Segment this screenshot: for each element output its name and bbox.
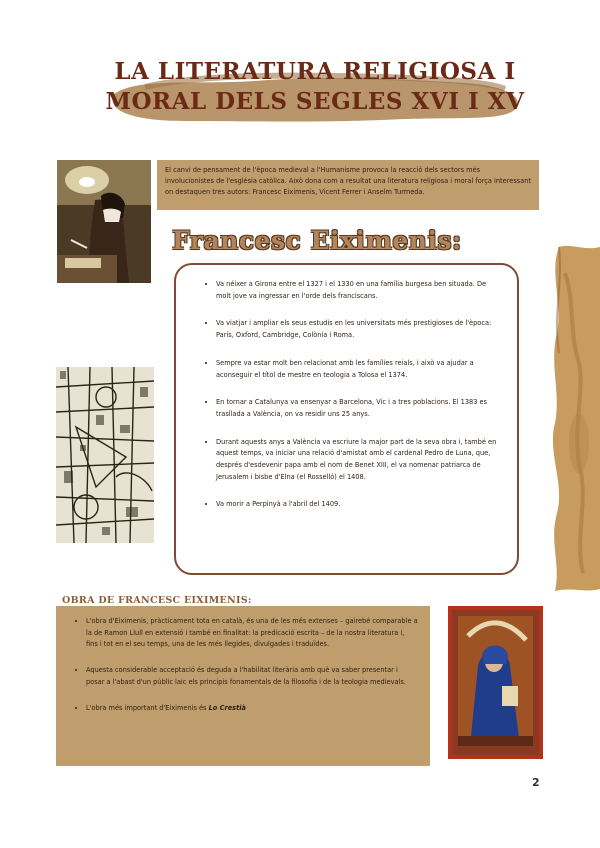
bio-item: • Sempre va estar molt ben relacionat amb les famílies reials, i això va ajudar a aconseguir el títol de mestre en teologia a Tolosa el 1374. <box>216 358 501 381</box>
city-map-image <box>56 367 154 543</box>
section-title: Francesc Eiximenis: <box>172 226 462 255</box>
title-banner <box>105 55 525 125</box>
obra-heading: OBRA DE FRANCESC EIXIMENIS: <box>62 595 252 606</box>
obra-item: • L'obra d'Eiximenis, pràcticament tota en català, és una de les més extenses – gairebé comparable a la de Ramon Llull en extensió i també en finalitat: la predicació escrita – de la nostra literatura i, fins i tot en el seu temps, una de les més llegides, divulgades i traduïdes. <box>86 616 418 651</box>
obra-list <box>66 616 418 714</box>
title-line-1: LA LITERATURA RELIGIOSA I <box>114 58 516 85</box>
biography-box <box>174 263 519 575</box>
obra-item-last <box>86 703 418 715</box>
bio-item: • En tornar a Catalunya va ensenyar a Barcelona, Vic i a tres poblacions. El 1383 es trasllada a València, on va residir uns 25 anys. <box>216 397 501 420</box>
page-number: 2 <box>532 776 540 789</box>
obra-last-text: L'obra més important d'Eiximenis és <box>86 703 209 712</box>
title-line-2: MORAL DELS SEGLES XVI I XV <box>105 88 525 115</box>
obra-box <box>56 606 430 766</box>
page-title <box>105 57 525 117</box>
bio-item: • Va néixer a Girona entre el 1327 i el 1330 en una família burgesa ben situada. De molt jove va ingressar en l'orde dels franciscans. <box>216 279 501 302</box>
obra-item: • Aquesta considerable acceptació és deguda a l'habilitat literària amb què va saber presentar i posar a l'abast d'un públic laic els principis fonamentals de la filosofia i de la teologia medievals. <box>86 665 418 688</box>
biography-list <box>198 279 501 511</box>
saint-writing-image <box>57 160 151 283</box>
intro-paragraph: El canvi de pensament de l'època medieval a l'Humanisme provoca la reacció dels sectors més involucionistes de l'església catòlica. Això dona com a resultat una literatura religiosa i moral força interessant on destaquen tres autors: Francesc Eiximenis, Vicent Ferrer i Anselm Turmeda. <box>157 160 539 210</box>
parchment-scroll-image <box>545 243 600 593</box>
bio-item: • Va viatjar i ampliar els seus estudis en les universitats més prestigioses de l'època: París, Oxford, Cambridge, Colònia i Roma. <box>216 318 501 341</box>
bio-item: • Va morir a Perpinyà a l'abril del 1409. <box>216 499 501 511</box>
monk-illumination-image <box>448 606 543 759</box>
bio-item: • Durant aquests anys a València va escriure la major part de la seva obra i, també en aquest temps, va iniciar una relació d'amistat amb el cardenal Pedro de Luna, que, després d'esdevenir papa amb el nom de Benet XIII, el va nomenar patriarca de Jerusalem i bisbe d'Elna (el Rosselló) el 1408. <box>216 437 501 484</box>
book-title: Lo Crestià <box>208 703 246 712</box>
